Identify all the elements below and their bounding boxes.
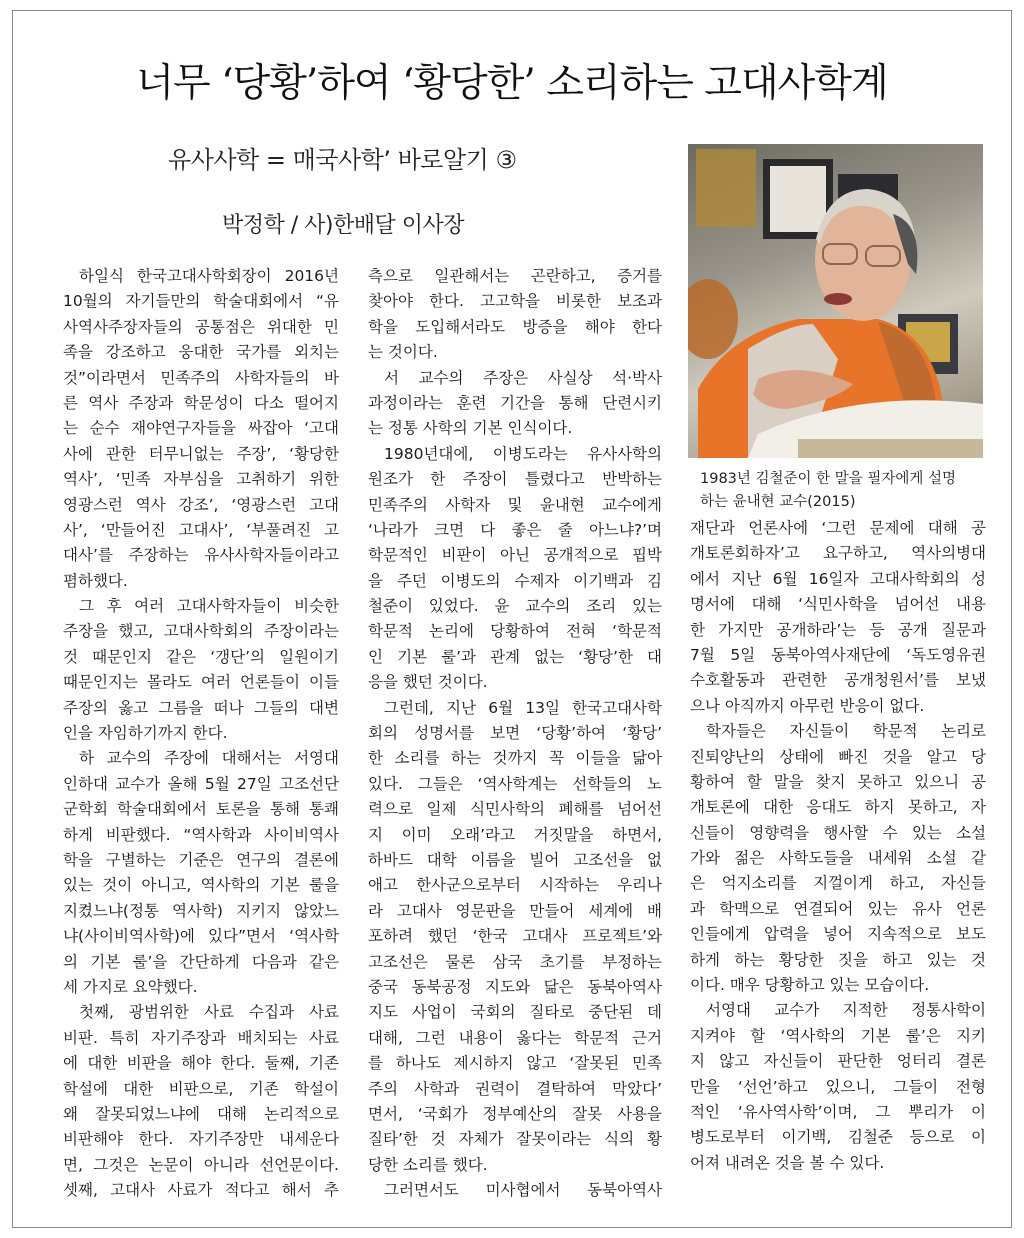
subtitle: 유사사학 = 매국사학’ 바로알기 ③: [168, 146, 517, 174]
text-line: 력으로 일제 식민사학의 폐해를 넘어선: [368, 800, 662, 819]
text-line: 수호활동과 관련한 공개청원서’를 보냈: [690, 671, 986, 690]
text-line: 는 정통 사학의 기본 인식이다.: [368, 419, 573, 438]
text-line: 폄하했다.: [63, 571, 128, 590]
text-line: 10월의 자기들만의 학술대회에서 “유: [63, 292, 339, 311]
text-line: 을 주던 이병도의 수제자 이기백과 김: [368, 571, 662, 590]
text-line: 사역사주장자들의 공통점은 위대한 민: [63, 317, 339, 336]
text-line: 측으로 일관해서는 곤란하고, 증거를: [368, 267, 662, 285]
article-paragraph: [690, 998, 986, 1176]
text-line: 명서에 대해 ‘식민사학을 넘어선 내용: [690, 595, 986, 614]
text-line: 사’, ‘만들어진 고대사’, ‘부풀려진 고: [63, 520, 339, 539]
text-line: 하일식 한국고대사학회장이 2016년: [79, 267, 339, 285]
text-line: 학설에 대한 비판으로, 기존 학설이: [63, 1079, 339, 1098]
text-line: 것 때문인지 같은 ‘갱단’의 일원이기: [63, 647, 339, 666]
text-line: 1980년대에, 이병도라는 유사사학의: [384, 444, 662, 463]
text-line: 만을 ‘선언’하고 있으니, 그들이 전형: [690, 1077, 986, 1096]
text-line: 비판. 특히 자기주장과 배치되는 사료: [63, 1028, 339, 1047]
article-paragraph: [368, 264, 662, 366]
text-line: 면서, ‘국회가 정부예산의 잘못 사용을: [368, 1104, 662, 1123]
text-line: 학을 구별하는 기준은 연구의 결론에: [63, 850, 339, 869]
text-line: 지켰느냐(정통 역사학) 지키지 않았느: [63, 901, 339, 920]
text-line: 과정이라는 훈련 기간을 통해 단련시키: [368, 393, 662, 412]
text-line: 주장을 했고, 고대사학회의 주장이라는: [63, 622, 339, 641]
photo-illustration: [688, 144, 983, 458]
text-line: 병도로부터 이기백, 김철준 등으로 이: [690, 1128, 986, 1147]
text-line: 있는 것이 아니고, 역사학의 기본 룰을: [63, 876, 339, 895]
text-line: 서 교수의 주장은 사실상 석·박사: [384, 368, 662, 387]
text-line: 인하대 교수가 올해 5월 27일 고조선단: [63, 774, 339, 793]
text-line: 사에 관한 터무니없는 주장’, ‘황당한: [63, 444, 339, 463]
text-line: 개토론회하자’고 요구하고, 역사의병대: [690, 544, 986, 563]
text-line: 에서 지난 6월 16일자 고대사학회의 성: [690, 569, 986, 588]
text-line: 그 후 여러 고대사학자들이 비슷한: [79, 597, 339, 616]
text-line: 황하여 할 말을 찾지 못하고 있으니 공: [690, 772, 986, 791]
text-line: 인을 자임하기까지 한다.: [63, 724, 228, 743]
text-line: 하바드 대학 이름을 빌어 고조선을 없: [368, 850, 662, 869]
text-line: ‘나라가 크면 다 좋은 줄 아느냐?’며: [368, 520, 662, 539]
text-line: 라 고대사 영문판을 만들어 세계에 배: [368, 901, 662, 920]
text-line: 적인 ‘유사역사학’이며, 그 뿌리가 이: [690, 1102, 986, 1121]
article-column-2: [368, 264, 662, 1203]
text-line: 중국 동북공정 지도와 닮은 동북아역사: [368, 977, 662, 996]
text-line: 질타’한 것 자체가 잘못이라는 식의 황: [368, 1130, 662, 1149]
text-line: 7월 5일 동북아역사재단에 ‘독도영유권: [690, 645, 986, 664]
text-line: 인들에게 압력을 넣어 지속적으로 보도: [690, 925, 986, 944]
article-paragraph: [368, 442, 662, 696]
byline: 박정학 / 사)한배달 이사장: [222, 213, 464, 238]
text-line: 서영대 교수가 지적한 정통사학이: [706, 1001, 986, 1020]
caption-line: 1983년 김철준이 한 말을 필자에게 설명: [700, 471, 957, 487]
text-line: 때문인지는 몰라도 여러 언론들이 이들: [63, 673, 339, 692]
text-line: 포하려 했던 ‘한국 고대사 프로젝트’와: [368, 927, 662, 946]
text-line: 는 것이다.: [368, 343, 438, 362]
article-paragraph: [368, 1178, 662, 1203]
text-line: 군학회 학술대회에서 토론을 통해 통쾌: [63, 800, 339, 819]
text-line: 한 가지만 공개하라’는 등 공개 질문과: [690, 620, 986, 639]
text-line: 지 이미 오래’라고 거짓말을 하면서,: [368, 825, 662, 844]
text-line: 지 않고 자신들이 판단한 엉터리 결론: [690, 1052, 986, 1071]
text-line: 지도 사업이 국회의 질타로 중단된 데: [368, 1003, 662, 1022]
headline: 너무 ‘당황’하여 ‘황당한’ 소리하는 고대사학계: [136, 61, 888, 106]
article-column-1: [63, 264, 339, 1203]
text-line: 왜 잘못되었느냐에 대해 논리적으로: [63, 1104, 339, 1123]
text-line: 당한 소리를 했다.: [368, 1155, 488, 1174]
text-line: 한 소리를 하는 것까지 꼭 이들을 닮아: [368, 749, 662, 768]
text-line: 재단과 언론사에 ‘그런 문제에 대해 공: [690, 519, 986, 537]
text-line: 찾아야 한다. 고고학을 비롯한 보조과: [368, 292, 662, 311]
text-line: 셋째, 고대사 사료가 적다고 해서 추: [63, 1181, 339, 1200]
text-line: 있다. 그들은 ‘역사학계는 선학들의 노: [368, 774, 662, 793]
text-line: 회의 성명서를 보면 ‘당황’하여 ‘황당’: [368, 724, 662, 743]
article-paragraph: [368, 696, 662, 1178]
text-line: 지켜야 할 ‘역사학의 기본 룰’은 지키: [690, 1026, 986, 1045]
article-paragraph: [63, 594, 339, 746]
text-line: 민족주의 사학자 및 윤내현 교수에게: [368, 495, 662, 514]
text-line: 역사’, ‘민족 자부심을 고취하기 위한: [63, 470, 339, 489]
text-line: 은 억지소리를 지껄이게 하고, 자신들: [690, 874, 986, 893]
text-line: 첫째, 광범위한 사료 수집과 사료: [79, 1003, 339, 1022]
article-photo: [688, 144, 983, 458]
text-line: 것”이라면서 민족주의 사학자들의 바: [63, 368, 339, 387]
text-line: 그러면서도 미사협에서 동북아역사: [384, 1181, 662, 1200]
text-line: 하게 비판했다. “역사학과 사이비역사: [63, 825, 339, 844]
text-line: 신들이 영향력을 행사할 수 있는 소설: [690, 823, 986, 842]
text-line: 애고 한사군으로부터 시작하는 우리나: [368, 876, 662, 895]
text-line: 철준이 있었다. 윤 교수의 조리 있는: [368, 597, 662, 616]
text-line: 영광스런 역사 강조’, ‘영광스런 고대: [63, 495, 339, 514]
article-paragraph: [690, 719, 986, 998]
text-line: 의 기본 룰’을 간단하게 다음과 같은: [63, 952, 339, 971]
text-line: 가와 젊은 사학도들을 내세워 소설 같: [690, 849, 986, 868]
text-line: 대해, 그런 내용이 옳다는 학문적 근거: [368, 1028, 662, 1047]
text-line: 학문적 논리에 당황하여 전혀 ‘학문적: [368, 622, 662, 641]
article-paragraph: [63, 746, 339, 1000]
text-line: 면, 그것은 논문이 아니라 선언문이다.: [63, 1155, 339, 1174]
text-line: 개토론에 대한 응대도 하지 못하고, 자: [690, 798, 986, 817]
text-line: 는 순수 재야연구자들을 싸잡아 ‘고대: [63, 419, 339, 438]
article-paragraph: [368, 366, 662, 442]
text-line: 으나 아직까지 아무런 반응이 없다.: [690, 696, 925, 715]
text-line: 비판해야 한다. 자기주장만 내세운다: [63, 1130, 339, 1149]
text-line: 른 역사 주장과 학문성이 다소 떨어지: [63, 393, 339, 412]
text-line: 학문적인 비판이 아닌 공개적으로 핍박: [368, 546, 662, 565]
text-line: 과 학맥으로 연결되어 있는 유사 언론: [690, 899, 986, 918]
text-line: 어져 내려온 것을 볼 수 있다.: [690, 1153, 885, 1172]
text-line: 족을 강조하고 웅대한 국가를 외치는: [63, 343, 339, 362]
text-line: 학자들은 자신들이 학문적 논리로: [706, 722, 986, 741]
text-line: 주의 사학과 권력이 결탁하여 막았다’: [368, 1079, 662, 1098]
text-line: 그런데, 지난 6월 13일 한국고대사학: [384, 698, 662, 717]
article-paragraph: [63, 1000, 339, 1203]
article-column-3: [690, 516, 986, 1176]
text-line: 인 기본 룰’과 관계 없는 ‘황당’한 대: [368, 647, 662, 666]
text-line: 를 하나도 제시하지 않고 ‘잘못된 민족: [368, 1054, 662, 1073]
text-line: 주장의 옳고 그름을 떠나 그들의 대변: [63, 698, 339, 717]
text-line: 응을 했던 것이다.: [368, 673, 488, 692]
text-line: 원조가 한 주장이 틀렸다고 반박하는: [368, 470, 662, 489]
text-line: 에 대한 비판을 해야 한다. 둘째, 기존: [63, 1054, 339, 1073]
text-line: 진퇴양난의 상태에 빠진 것을 알고 당: [690, 747, 986, 766]
text-line: 하 교수의 주장에 대해서는 서영대: [79, 749, 339, 768]
text-line: 하게 하는 황당한 짓을 하고 있는 것: [690, 950, 986, 969]
text-line: 대사’를 주장하는 유사사학자들이라고: [63, 546, 339, 565]
caption-line: 하는 윤내현 교수(2015): [700, 494, 856, 510]
text-line: 고조선은 물론 삼국 초기를 부정하는: [368, 952, 662, 971]
article-paragraph: [690, 516, 986, 719]
text-line: 세 가지로 요약했다.: [63, 977, 198, 996]
text-line: 냐(사이비역사학)에 있다”면서 ‘역사학: [63, 927, 339, 946]
text-line: 학을 도입해서라도 방증을 해야 한다: [368, 317, 662, 336]
photo-caption: [700, 468, 985, 514]
text-line: 이다. 매우 당황하고 있는 모습이다.: [690, 976, 930, 995]
article-paragraph: [63, 264, 339, 594]
